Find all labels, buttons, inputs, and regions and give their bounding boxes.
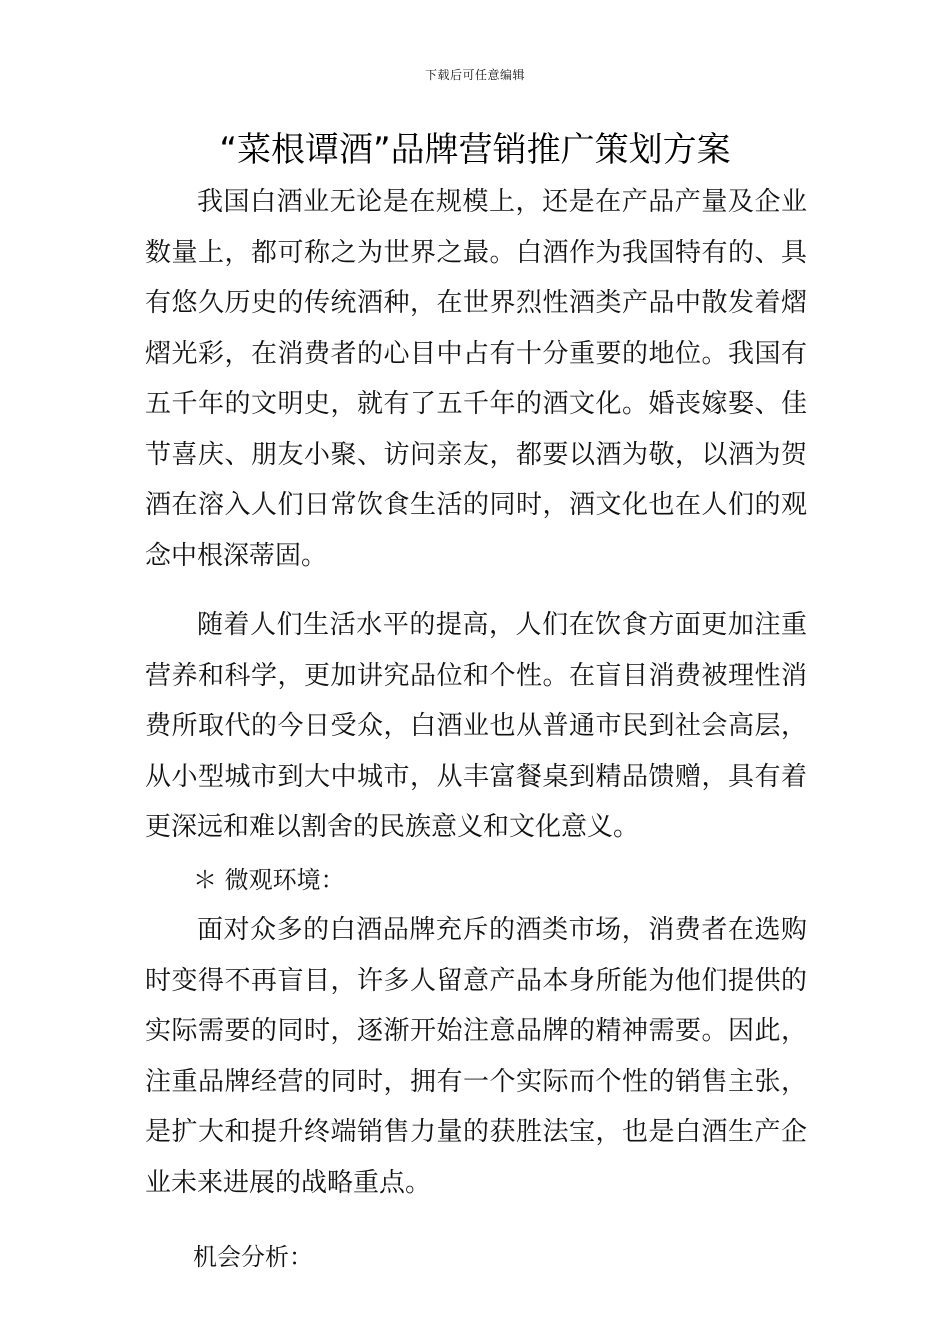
document-title: “菜根谭酒”品牌营销推广策划方案 bbox=[219, 130, 731, 170]
document-body bbox=[145, 177, 807, 1283]
section-heading-micro-environment: ＊ 微观环境： bbox=[193, 865, 345, 894]
section-heading-opportunity-analysis: 机会分析： bbox=[193, 1243, 313, 1271]
paragraph-industry-overview: 我国白酒业无论是在规模上，还是在产品产量及企业数量上，都可称之为世界之最。白酒作为我国特有的、具有悠久历史的传统酒种，在世界烈性酒类产品中散发着熠熠光彩，在消费者的心目中占有十分重要的地位。我国有五千年的文明史，就有了五千年的酒文化。婚丧嫁娶、佳节喜庆、朋友小聚、访问亲友，都要以酒为敬，以酒为贺酒在溶入人们日常饮食生活的同时，酒文化也在人们的观念中根深蒂固。 bbox=[145, 187, 807, 571]
paragraph-consumer-trends: 随着人们生活水平的提高，人们在饮食方面更加注重营养和科学，更加讲究品位和个性。在盲目消费被理性消费所取代的今日受众，白酒业也从普通市民到社会高层，从小型城市到大中城市，从丰富餐桌到精品馈赠，具有着更深远和难以割舍的民族意义和文化意义。 bbox=[145, 610, 807, 842]
paragraph-brand-market: 面对众多的白酒品牌充斥的酒类市场，消费者在选购时变得不再盲目，许多人留意产品本身所能为他们提供的实际需要的同时，逐渐开始注意品牌的精神需要。因此，注重品牌经营的同时，拥有一个实际而个性的销售主张，是扩大和提升终端销售力量的获胜法宝，也是白酒生产企业未来进展的战略重点。 bbox=[145, 915, 807, 1198]
header-note: 下载后可任意编辑 bbox=[424, 68, 525, 82]
